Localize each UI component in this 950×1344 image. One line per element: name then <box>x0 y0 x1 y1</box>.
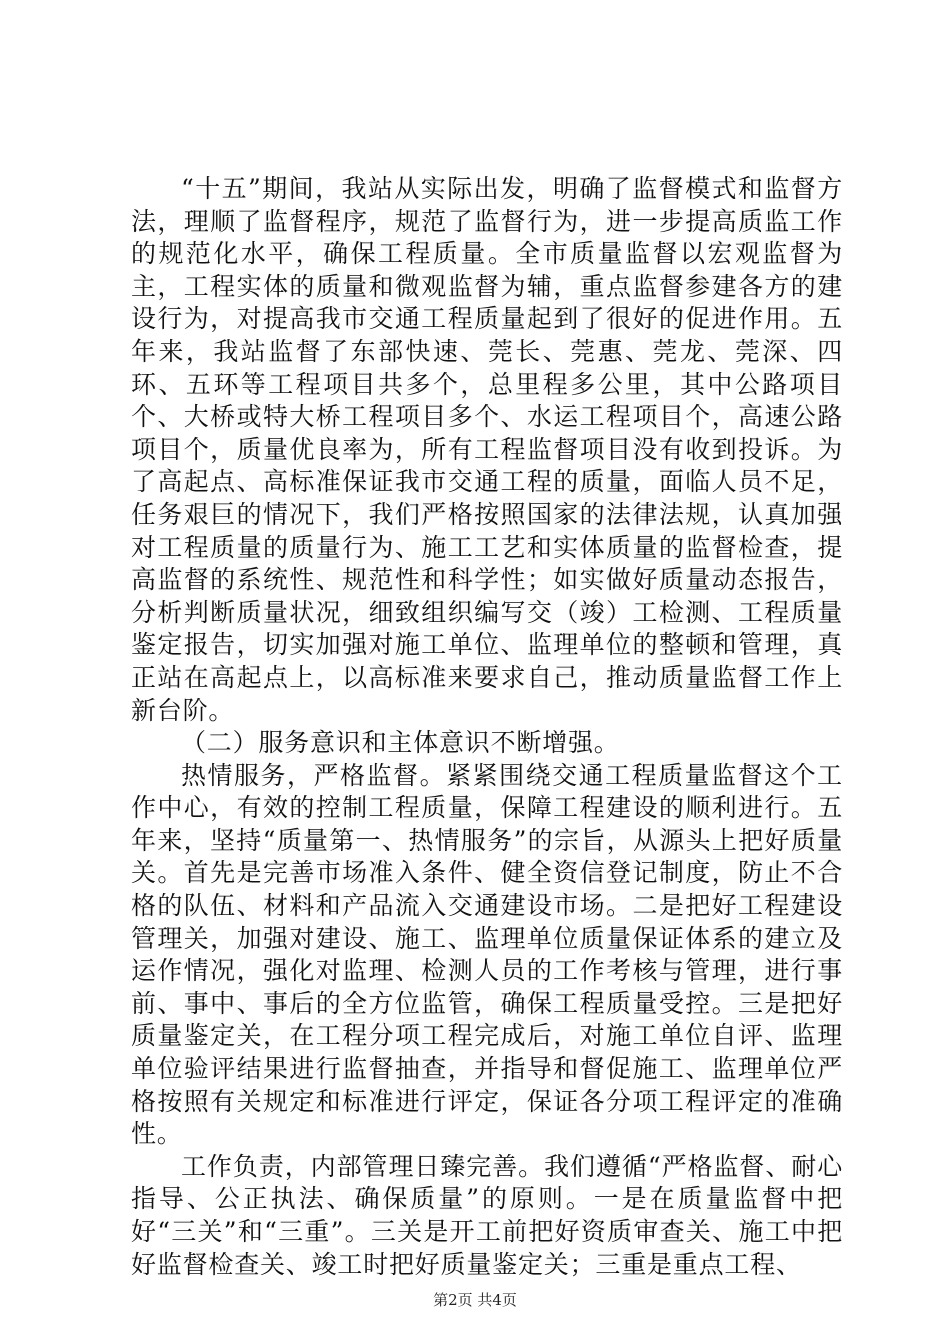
section-heading-service-awareness: （二）服务意识和主体意识不断增强。 <box>181 728 620 758</box>
paragraph-supervision-summary: “十五”期间，我站从实际出发，明确了监督模式和监督方法，理顺了监督程序，规范了监督行为，进一步提高质监工作的规范化水平，确保工程质量。全市质量监督以宏观监督为主，工程实体的质量和微观监督为辅，重点监督参建各方的建设行为，对提高我市交通工程质量起到了很好的促进作用。五年来，我站监督了东部快速、莞长、莞惠、莞龙、莞深、四环、五环等工程项目共多个，总里程多公里，其中公路项目个、大桥或特大桥工程项目多个、水运工程项目个，高速公路项目个，质量优良率为，所有工程监督项目没有收到投诉。为了高起点、高标准保证我市交通工程的质量，面临人员不足，任务艰巨的情况下，我们严格按照国家的法律法规，认真加强对工程质量的质量行为、施工工艺和实体质量的监督检查，提高监督的系统性、规范性和科学性；如实做好质量动态报告，分析判断质量状况，细致组织编写交（竣）工检测、工程质量鉴定报告，切实加强对施工单位、监理单位的整顿和管理，真正站在高起点上，以高标准来要求自己，推动质量监督工作上新台阶。 <box>131 174 843 725</box>
paragraph-internal-management: 工作负责，内部管理日臻完善。我们遵循“严格监督、耐心指导、公正执法、确保质量”的原则。一是在质量监督中把好“三关”和“三重”。三关是开工前把好资质审查关、施工中把好监督检查关、竣工时把好质量鉴定关；三重是重点工程、 <box>131 1151 843 1279</box>
page-number-footer: 第2页 共4页 <box>433 1291 517 1309</box>
paragraph-enthusiastic-service: 热情服务，严格监督。紧紧围绕交通工程质量监督这个工作中心，有效的控制工程质量，保障工程建设的顺利进行。五年来，坚持“质量第一、热情服务”的宗旨，从源头上把好质量关。首先是完善市场准入条件、健全资信登记制度，防止不合格的队伍、材料和产品流入交通建设市场。二是把好工程建设管理关，加强对建设、施工、监理单位质量保证体系的建立及运作情况，强化对监理、检测人员的工作考核与管理，进行事前、事中、事后的全方位监管，确保工程质量受控。三是把好质量鉴定关，在工程分项工程完成后，对施工单位自评、监理单位验评结果进行监督抽查，并指导和督促施工、监理单位严格按照有关规定和标准进行评定，保证各分项工程评定的准确性。 <box>131 760 843 1149</box>
document-body <box>131 173 843 1281</box>
